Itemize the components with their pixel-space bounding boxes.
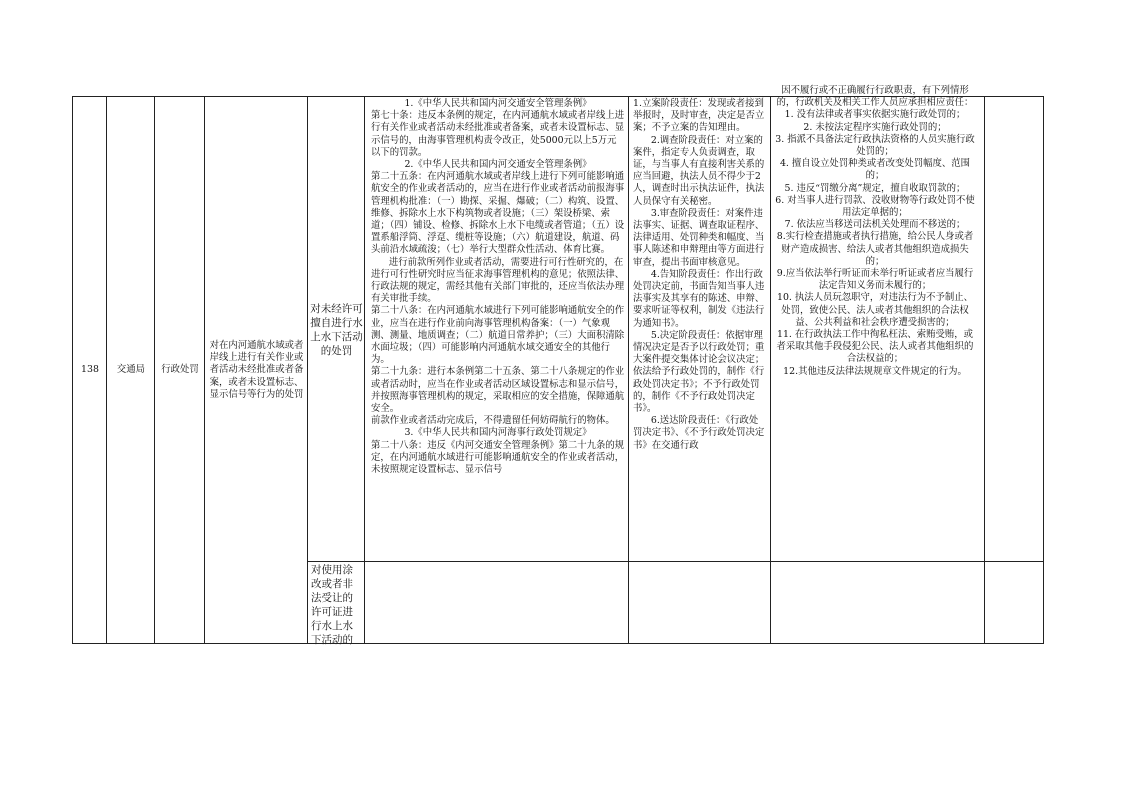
sub-item-cell	[307, 561, 365, 644]
sub-item-name: 对未经许可擅自进行水上水下活动的处罚	[310, 302, 363, 357]
basis-line: 第七十条：违反本条例的规定，在内河通航水域或者岸线上进行有关作业或者活动未经批准或者备案，或者未设置标志、显示信号的，由海事管理机构责令改正，处5000元以上5万元以下的罚款。	[371, 110, 625, 158]
category-cell	[154, 96, 205, 644]
item-name-cell	[204, 96, 308, 644]
duty-line: 5.决定阶段责任：依据审理情况决定是否予以行政处罚；重大案件提交集体讨论会议决定；依法给予行政处罚的，制作《行政处罚决定书》；不予行政处罚的，制作《不予行政处罚决定书》。	[633, 329, 765, 415]
accountability-line: 8.实行检查措施或者执行措施，给公民人身或者财产造成损害、给法人或者其他组织造成损失的；	[776, 231, 974, 267]
basis-line: 前款作业或者活动完成后，不得遗留任何妨碍航行的物体。	[371, 415, 615, 427]
accountability-line: 7. 依法应当移送司法机关处理而不移送的；	[784, 219, 966, 231]
duty-line: 3.审查阶段责任：对案件违法事实、证据、调查取证程序、法律适用、处罚种类和幅度、当事人陈述和申辩理由等方面进行审查，提出书面审核意见。	[633, 207, 765, 268]
basis-line: 3.《中华人民共和国内河海事行政处罚规定》	[404, 427, 592, 439]
row-number-cell	[72, 96, 107, 644]
basis-cell	[364, 96, 629, 562]
category: 行政处罚	[161, 364, 199, 376]
accountability-line: 5. 违反“罚缴分离”规定，擅自收取罚款的；	[784, 182, 966, 194]
remarks-cell-empty	[984, 561, 1044, 644]
power-list-table	[72, 85, 1044, 646]
accountability-line: 4. 擅自设立处罚种类或者改变处罚幅度、范围的；	[779, 158, 971, 182]
accountability-line: 6. 对当事人进行罚款、没收财物等行政处罚不使用法定单据的；	[775, 194, 975, 219]
row-number: 138	[81, 364, 99, 376]
basis-line: 第二十八条：违反《内河交通安全管理条例》第二十九条的规定，在内河通航水域进行可能影响通航安全的作业或者活动，未按照规定设置标志、显示信号	[371, 439, 625, 476]
basis-line: 第二十八条：在内河通航水域进行下列可能影响通航安全的作业，应当在进行作业前向海事管理机构备案：（一）气象观测、测量、地质调查；（二）航道日常养护；（三）大面积清除水面垃圾；（四）可能影响内河通航水域交通安全的其他行为。	[371, 305, 625, 366]
basis-line: 第二十九条：进行本条例第二十五条、第二十八条规定的作业或者活动时，应当在作业或者活动区域设置标志和显示信号，并按照海事管理机构的规定，采取相应的安全措施，保障通航安全。	[371, 366, 625, 415]
accountability-line: 3. 指派不具备法定行政执法资格的人员实施行政处罚的；	[775, 133, 975, 158]
basis-line: 1.《中华人民共和国内河交通安全管理条例》	[404, 98, 592, 109]
department: 交通局	[116, 364, 146, 376]
duty-line: 6.送达阶段责任：《行政处罚决定书》、《不予行政处罚决定书》在交通行政	[633, 415, 765, 451]
basis-line: 2.《中华人民共和国内河交通安全管理条例》	[404, 159, 592, 171]
department-cell	[106, 96, 155, 644]
basis-line: 进行前款所列作业或者活动，需要进行可行性研究的，在进行可行性研究时应当征求海事管理机构的意见；依照法律、行政法规的规定，需经其他有关部门审批的，还应当依法办理有关审批手续。	[371, 256, 625, 305]
basis-line: 第二十五条：在内河通航水域或者岸线上进行下列可能影响通航安全的作业或者活动的，应当在进行作业或者活动前报海事管理机构批准：（一）勘探、采掘、爆破；（二）构筑、设置、维修、拆除水上水下构筑物或者设施；（三）架设桥梁、索道；（四）铺设、检修、拆除水上水下电缆或者管道；（五）设置系船浮筒、浮趸、缆桩等设施；（六）航道建设，航道、码头前沿水域疏浚；（七）举行大型群众性活动、体育比赛。	[371, 171, 625, 256]
duty-line: 2.调查阶段责任：对立案的案件，指定专人负责调查，取证，与当事人有直接利害关系的应当回避，执法人员不得少于2人，调查时出示执法证件，执法人员保守有关秘密。	[633, 134, 765, 207]
duty-cell	[628, 96, 771, 562]
accountability-line: 9.应当依法举行听证而未举行听证或者应当履行法定告知义务而未履行的；	[776, 268, 974, 292]
accountability-line: 1. 没有法律或者事实依据实施行政处罚的；	[784, 109, 966, 121]
basis-cell-empty	[364, 561, 629, 644]
duty-line: 1.立案阶段责任：发现或者接到举报时，及时审查，决定是否立案；不予立案的告知理由。	[633, 98, 765, 134]
accountability-line: 2. 未按法定程序实施行政处罚的；	[803, 121, 947, 133]
accountability-line: 12.其他违反法律法规规章文件规定的行为。	[783, 365, 967, 377]
accountability-cell-empty	[770, 561, 985, 644]
sub-item-name: 对使用涂改或者非法受让的许可证进行水上水下活动的	[311, 564, 353, 646]
sub-item-cell	[307, 96, 365, 562]
accountability-line: 因不履行或不正确履行行政职责，有下列情形的，行政机关及相关工作人员应承担相应责任：	[776, 85, 974, 109]
duty-line: 4.告知阶段责任：作出行政处罚决定前，书面告知当事人违法事实及其享有的陈述、申辩、要求听证等权利，制发《违法行为通知书》。	[633, 268, 765, 329]
accountability-line: 11. 在行政执法工作中徇私枉法、索贿受贿，或者采取其他手段侵犯公民、法人或者其他组织的合法权益的；	[776, 329, 974, 365]
accountability-line: 10. 执法人员玩忽职守，对违法行为不予制止、处罚，致使公民、法人或者其他组织的合法权益、公共利益和社会秩序遭受损害的；	[776, 292, 974, 328]
accountability-cell	[770, 85, 985, 562]
duty-cell-empty	[628, 561, 771, 644]
remarks-cell	[984, 96, 1044, 562]
item-name: 对在内河通航水域或者岸线上进行有关作业或者活动未经批准或者备案，或者未设置标志、显示信号等行为的处罚	[209, 339, 304, 400]
